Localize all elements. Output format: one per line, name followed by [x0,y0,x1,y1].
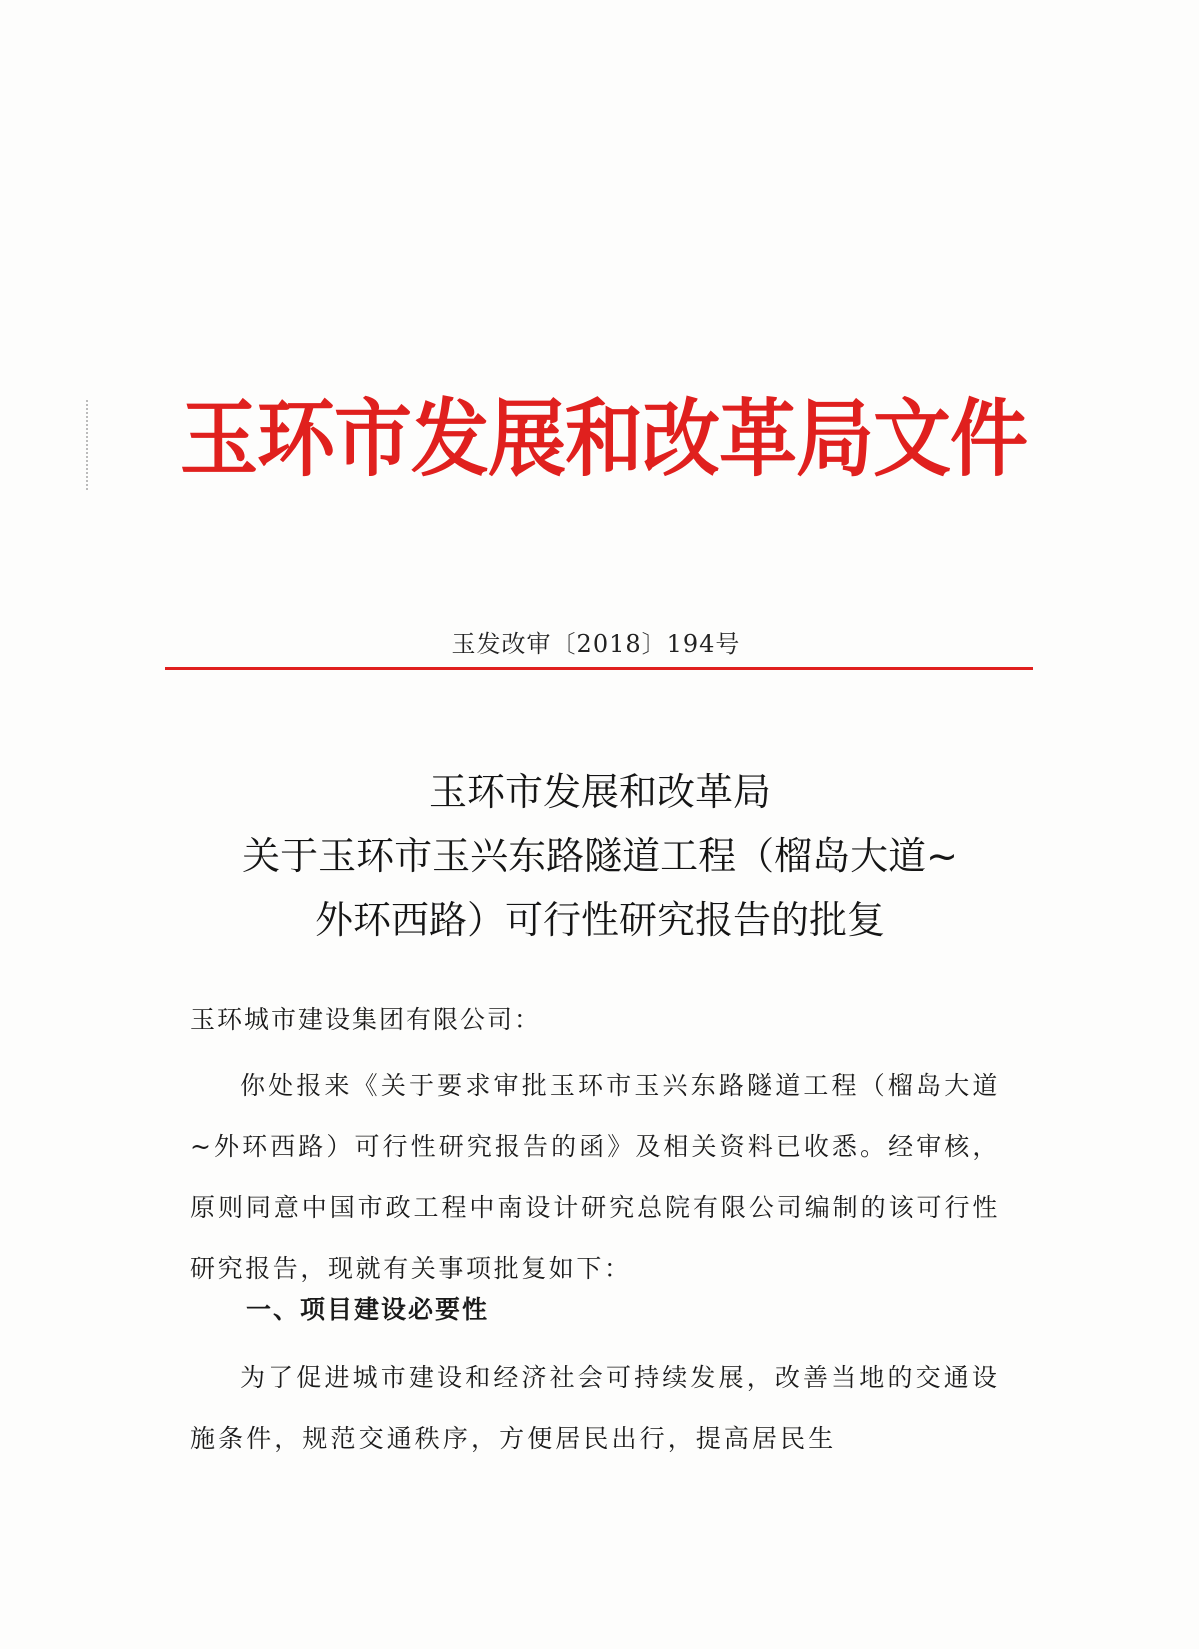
title-line-2: 关于玉环市玉兴东路隧道工程（榴岛大道~ [242,834,958,878]
document-title [150,760,1050,952]
addressee: 玉环城市建设集团有限公司： [190,1005,542,1034]
document-masthead: 玉环市发展和改革局文件 [180,390,1028,489]
body-text-2 [190,1347,1000,1469]
title-line-1: 玉环市发展和改革局 [428,770,771,814]
title-line-3: 外环西路）可行性研究报告的批复 [314,898,885,942]
red-divider-line [165,667,1033,670]
paragraph-1: 你处报来《关于要求审批玉环市玉兴东路隧道工程（榴岛大道~外环西路）可行性研究报告的函》及相关资料已收悉。经审核，原则同意中国市政工程中南设计研究总院有限公司编制的该可行性研究报告，现就有关事项批复如下： [190,1071,1000,1283]
document-number: 玉发改审〔2018〕194号 [451,630,741,658]
section-heading-1: 一、项目建设必要性 [246,1295,490,1324]
paragraph-2: 为了促进城市建设和经济社会可持续发展，改善当地的交通设施条件，规范交通秩序，方便居民出行，提高居民生 [190,1363,1000,1453]
body-text [190,1055,1000,1299]
binding-holes [86,400,96,490]
